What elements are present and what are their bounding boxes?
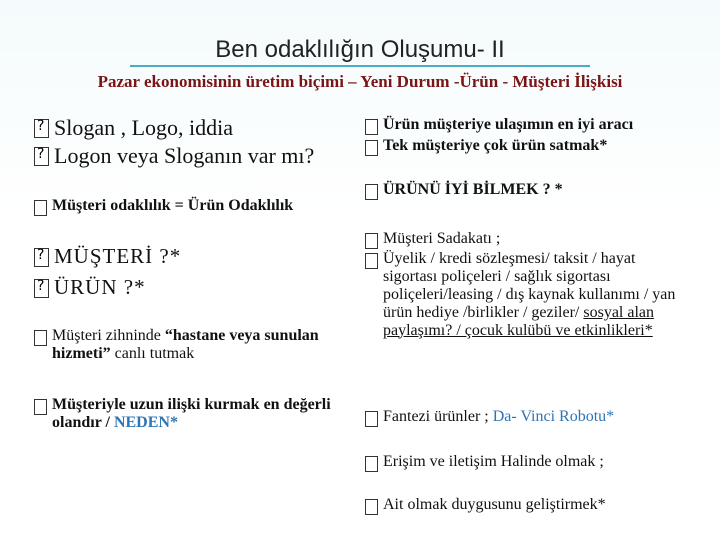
left-item-logon bbox=[34, 144, 354, 169]
right-item-fantezi bbox=[365, 408, 695, 426]
bullet-icon bbox=[34, 279, 49, 298]
zihin-part-3: canlı tutmak bbox=[110, 344, 195, 362]
fantezi-text bbox=[383, 408, 614, 426]
uyelik-part-2: sosyal alan paylaşımı? / çocuk kulübü ve etkinlikleri* bbox=[383, 303, 655, 339]
bullet-icon bbox=[34, 330, 47, 346]
bullet-icon bbox=[34, 248, 49, 267]
bullet-icon bbox=[34, 399, 47, 415]
right-item-sadakat bbox=[365, 230, 695, 248]
left-item-focus bbox=[34, 197, 354, 215]
right-item-bilmek bbox=[365, 181, 695, 199]
left-item-iliski bbox=[34, 396, 354, 432]
slide-title: Ben odaklılığın Oluşumu- II bbox=[215, 36, 505, 63]
iliski-part-2: NEDEN* bbox=[113, 413, 178, 431]
bullet-icon bbox=[365, 119, 378, 135]
right-item-ulasim bbox=[365, 116, 695, 134]
urun-text: ÜRÜN ?* bbox=[54, 275, 146, 299]
left-item-urun bbox=[34, 276, 334, 300]
iliski-part-1: Müşteriyle uzun ilişki kurmak en değerli olandır / bbox=[52, 396, 331, 431]
left-item-musteri bbox=[34, 245, 334, 269]
fantezi-part-1: Fantezi ürünler ; bbox=[383, 408, 493, 425]
sadakat-text: Müşteri Sadakatı ; bbox=[383, 230, 501, 247]
tek-text: Tek müşteriye çok ürün satmak* bbox=[383, 137, 608, 154]
zihin-part-1: Müşteri zihninde bbox=[52, 327, 165, 344]
focus-text: Müşteri odaklılık = Ürün Odaklılık bbox=[52, 197, 294, 214]
bullet-icon bbox=[365, 411, 378, 427]
right-item-tek bbox=[365, 137, 695, 155]
slide-subtitle: Pazar ekonomisinin üretim biçimi – Yeni Durum -Ürün - Müşteri İlişkisi bbox=[97, 72, 623, 91]
uyelik-part-1: Üyelik / kredi sözleşmesi/ taksit / hayat sigortası poliçeleri / sağlık sigortası poliçeleri/leasing / dış kaynak kullanımı / yan ürün hediye /birlikler / geziler/ bbox=[383, 250, 676, 321]
right-item-uyelik bbox=[365, 250, 690, 340]
right-item-erisim bbox=[365, 453, 695, 471]
ulasim-text: Ürün müşteriye ulaşımın en iyi aracı bbox=[383, 116, 634, 133]
bullet-icon bbox=[365, 233, 378, 249]
right-item-ait bbox=[365, 496, 695, 514]
slogan-text: Slogan , Logo, iddia bbox=[54, 115, 234, 140]
musteri-text: MÜŞTERİ ?* bbox=[54, 244, 182, 268]
bullet-icon bbox=[365, 253, 378, 269]
logon-text: Logon veya Sloganın var mı? bbox=[54, 143, 315, 168]
ait-text: Ait olmak duygusunu geliştirmek* bbox=[383, 496, 606, 513]
bullet-icon bbox=[365, 456, 378, 472]
zihin-text bbox=[52, 327, 334, 363]
bullet-icon bbox=[34, 147, 49, 166]
fantezi-part-2: Da- Vinci Robotu* bbox=[492, 408, 615, 425]
left-item-zihin bbox=[34, 327, 334, 363]
zihin-part-2: “hastane veya sunulan hizmeti” bbox=[52, 327, 319, 362]
title-underline bbox=[130, 65, 590, 67]
uyelik-text bbox=[383, 250, 690, 340]
bullet-icon bbox=[34, 200, 47, 216]
bilmek-text: ÜRÜNÜ İYİ BİLMEK ? * bbox=[383, 181, 563, 198]
bullet-icon bbox=[365, 140, 378, 156]
erisim-text: Erişim ve iletişim Halinde olmak ; bbox=[383, 453, 604, 470]
bullet-icon bbox=[34, 119, 49, 138]
bullet-icon bbox=[365, 499, 378, 515]
iliski-text bbox=[52, 396, 354, 432]
bullet-icon bbox=[365, 184, 378, 200]
left-item-slogan bbox=[34, 116, 334, 141]
